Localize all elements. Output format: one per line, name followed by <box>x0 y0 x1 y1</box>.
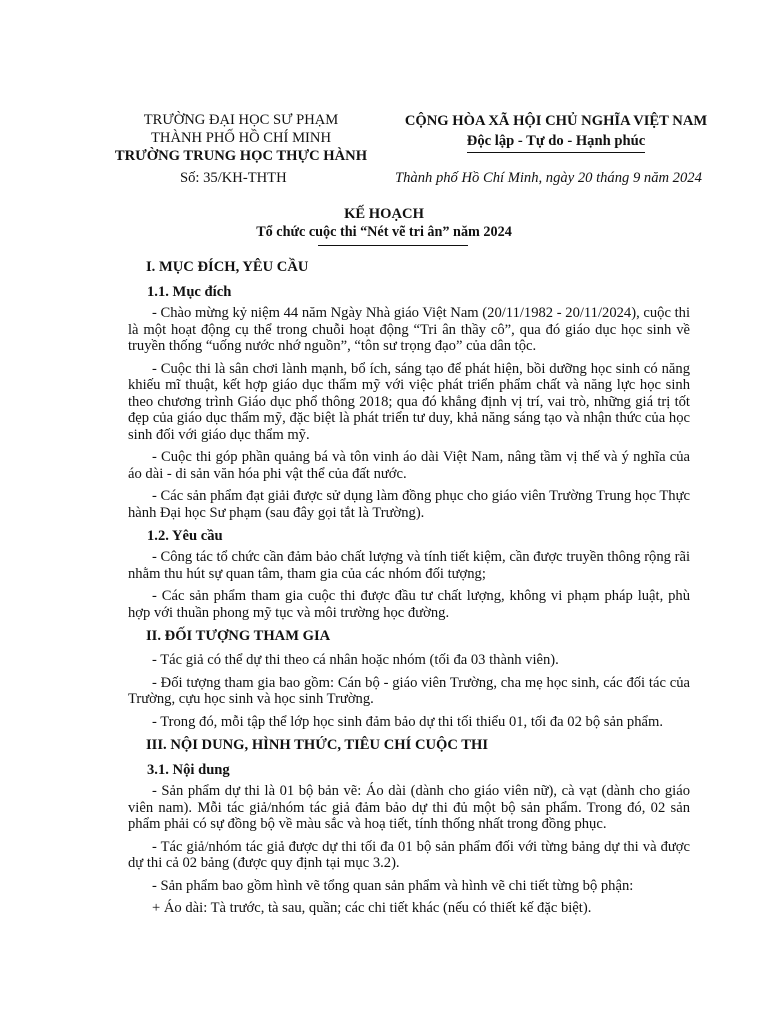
national-header <box>386 111 726 153</box>
subsection-heading: 1.2. Yêu cầu <box>147 528 223 544</box>
title-underline <box>318 245 468 246</box>
paragraph: - Các sản phẩm tham gia cuộc thi được đầu tư chất lượng, không vi phạm pháp luật, phù hợp với thuần phong mỹ tục và môi trường học đường. <box>128 588 690 621</box>
document-body <box>128 256 690 923</box>
section-heading: I. MỤC ĐÍCH, YÊU CẦU <box>146 259 309 275</box>
section-heading: II. ĐỐI TƯỢNG THAM GIA <box>146 628 331 644</box>
issuer-header <box>96 111 386 165</box>
paragraph: - Tác giả/nhóm tác giả được dự thi tối đa 01 bộ sản phẩm đối với từng bảng dự thi và được dự thi cả 02 bảng (được quy định tại mục 3.2). <box>128 838 690 871</box>
paragraph: - Đối tượng tham gia bao gồm: Cán bộ - giáo viên Trường, cha mẹ học sinh, các đối tác của Trường, cựu học sinh và học sinh Trường. <box>128 674 690 707</box>
section-heading: III. NỘI DUNG, HÌNH THỨC, TIÊU CHÍ CUỘC THI <box>146 737 489 753</box>
title-main: KẾ HOẠCH <box>344 206 424 222</box>
document-date: Thành phố Hồ Chí Minh, ngày 20 tháng 9 năm 2024 <box>395 170 702 186</box>
paragraph: - Các sản phẩm đạt giải được sử dụng làm đồng phục cho giáo viên Trường Trung học Thực hành Đại học Sư phạm (sau đây gọi tắt là Trường). <box>128 488 690 521</box>
paragraph: - Sản phẩm bao gồm hình vẽ tổng quan sản phẩm và hình vẽ chi tiết từng bộ phận: <box>152 877 634 894</box>
document-title <box>0 205 768 241</box>
national-title: CỘNG HÒA XÃ HỘI CHỦ NGHĨA VIỆT NAM <box>404 113 708 129</box>
national-motto: Độc lập - Tự do - Hạnh phúc <box>467 131 645 153</box>
document-number: Số: 35/KH-THTH <box>180 170 287 186</box>
subsection-heading: 3.1. Nội dung <box>147 762 230 778</box>
paragraph: - Cuộc thi là sân chơi lành mạnh, bổ ích, sáng tạo để phát hiện, bồi dưỡng học sinh có năng khiếu mĩ thuật, kết hợp giáo dục thẩm mỹ với việc phát triển phẩm chất và năng lực học sinh theo chương trình Giáo dục phổ thông 2018; qua đó khẳng định vị trí, vai trò, những giá trị tốt đẹp của giáo dục thẩm mỹ, đặc biệt là phát triển tư duy, khả năng sáng tạo và nhận thức của học sinh đối với giáo dục thẩm mỹ. <box>128 360 690 443</box>
university-name: TRƯỜNG ĐẠI HỌC SƯ PHẠM <box>143 112 339 128</box>
title-sub: Tổ chức cuộc thi “Nét vẽ tri ân” năm 2024 <box>256 224 512 240</box>
paragraph: - Chào mừng kỷ niệm 44 năm Ngày Nhà giáo Việt Nam (20/11/1982 - 20/11/2024), cuộc thi là một hoạt động cụ thể trong chuỗi hoạt động “Tri ân thầy cô”, qua đó giáo dục học sinh về truyền thống “uống nước nhớ nguồn”, “tôn sư trọng đạo” của dân tộc. <box>128 305 690 354</box>
school-name: TRƯỜNG TRUNG HỌC THỰC HÀNH <box>114 148 368 164</box>
paragraph: - Sản phẩm dự thi là 01 bộ bản vẽ: Áo dài (dành cho giáo viên nữ), cà vạt (dành cho giáo viên nam). Mỗi tác giả/nhóm tác giả đảm bảo dự thi đủ một bộ sản phẩm. Trong đó, 02 sản phẩm phải có sự đồng bộ về màu sắc và hoạ tiết, tính thống nhất trong đồng phục. <box>128 783 690 832</box>
paragraph: + Áo dài: Tà trước, tà sau, quần; các chi tiết khác (nếu có thiết kế đặc biệt). <box>152 900 592 916</box>
paragraph: - Trong đó, mỗi tập thể lớp học sinh đảm bảo dự thi tối thiểu 01, tối đa 02 bộ sản phẩm. <box>152 713 663 730</box>
paragraph: - Công tác tổ chức cần đảm bảo chất lượng và tính tiết kiệm, cần được truyền thông rộng rãi nhằm thu hút sự quan tâm, tham gia của các nhóm đối tượng; <box>128 549 690 582</box>
subsection-heading: 1.1. Mục đích <box>147 284 232 300</box>
paragraph: - Cuộc thi góp phần quảng bá và tôn vinh áo dài Việt Nam, nâng tầm vị thế và ý nghĩa của áo dài - di sản văn hóa phi vật thể của đất nước. <box>128 449 690 482</box>
city-name: THÀNH PHỐ HỒ CHÍ MINH <box>151 130 331 146</box>
paragraph: - Tác giả có thể dự thi theo cá nhân hoặc nhóm (tối đa 03 thành viên). <box>152 652 559 668</box>
